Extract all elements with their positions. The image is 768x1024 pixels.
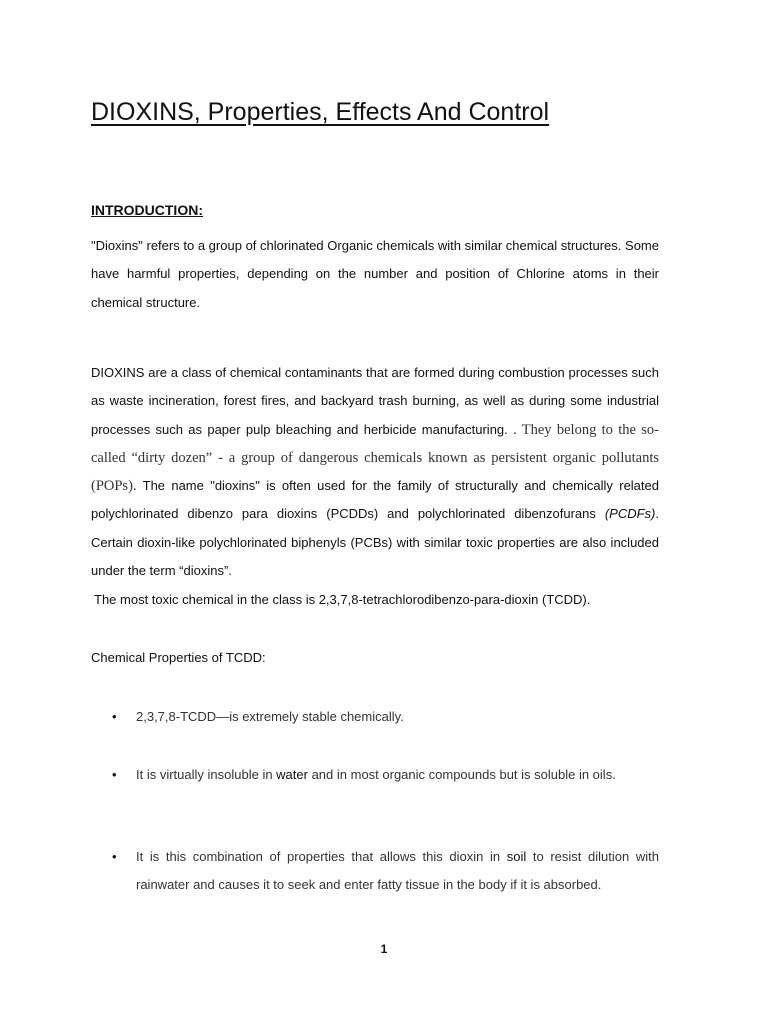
bullet-text: 2,3,7,8-TCDD—is extremely stable chemically. — [136, 709, 404, 724]
paragraph-segment: DIOXINS are a class of chemical contaminants that are formed during combustion processes such as waste incineration, forest fires, and backyard trash burning, as well as during some industrial processes such as paper pulp bleaching and herbicide manufacturing. — [91, 365, 659, 437]
bullet-icon: • — [112, 709, 117, 724]
bullet-highlight-word: water — [276, 767, 308, 782]
paragraph-segment: The name "dioxins" is often used for the family of structurally and chemically related polychlorinated dibenzo para dioxins (PCDDs) and polychlorinated dibenzofurans — [91, 478, 659, 522]
bullet-text — [136, 843, 659, 900]
intro-paragraph: "Dioxins" refers to a group of chlorinated Organic chemicals with similar chemical structures. Some have harmful properties, depending on the number and position of Chlorine atoms in their chemical structure. — [91, 238, 659, 310]
introduction-heading: INTRODUCTION: — [91, 202, 203, 218]
bullet-text-segment: to resist dilution with rainwater and causes it to seek and enter fatty tissue in the body if it is absorbed. — [136, 849, 659, 893]
most-toxic-statement: The most toxic chemical in the class is 2,3,7,8-tetrachlorodibenzo-para-dioxin (TCDD). — [94, 592, 591, 607]
paragraph-segment-italic: (PCDFs) — [604, 506, 656, 522]
bullet-text-segment: It is virtually insoluble in — [136, 767, 277, 782]
chemical-properties-subheading: Chemical Properties of TCDD: — [91, 650, 266, 665]
bullet-highlight-word: soil — [506, 849, 527, 864]
document-title: DIOXINS, Properties, Effects And Control — [91, 98, 550, 126]
bullet-text-segment: It is this combination of properties that allows this dioxin in — [136, 849, 507, 864]
bullet-item — [112, 843, 659, 900]
bullet-item — [112, 761, 659, 789]
bullet-icon: • — [112, 767, 117, 782]
bullet-icon: • — [112, 849, 117, 864]
bullet-text-segment: and in most organic compounds but is soluble in oils. — [307, 767, 616, 782]
paragraph-segment-serif: . They belong to the so-called “dirty dozen” - a group of dangerous chemicals known as persistent organic pollutants (POPs). — [91, 421, 659, 495]
bullet-text — [136, 761, 659, 789]
page-number: 1 — [380, 942, 388, 956]
paragraph-segment: . Certain dioxin-like polychlorinated biphenyls (PCBs) with similar toxic properties are also included under the term “dioxins”. — [91, 506, 659, 579]
bullet-item — [112, 703, 659, 731]
dioxins-description-paragraph — [91, 359, 659, 585]
